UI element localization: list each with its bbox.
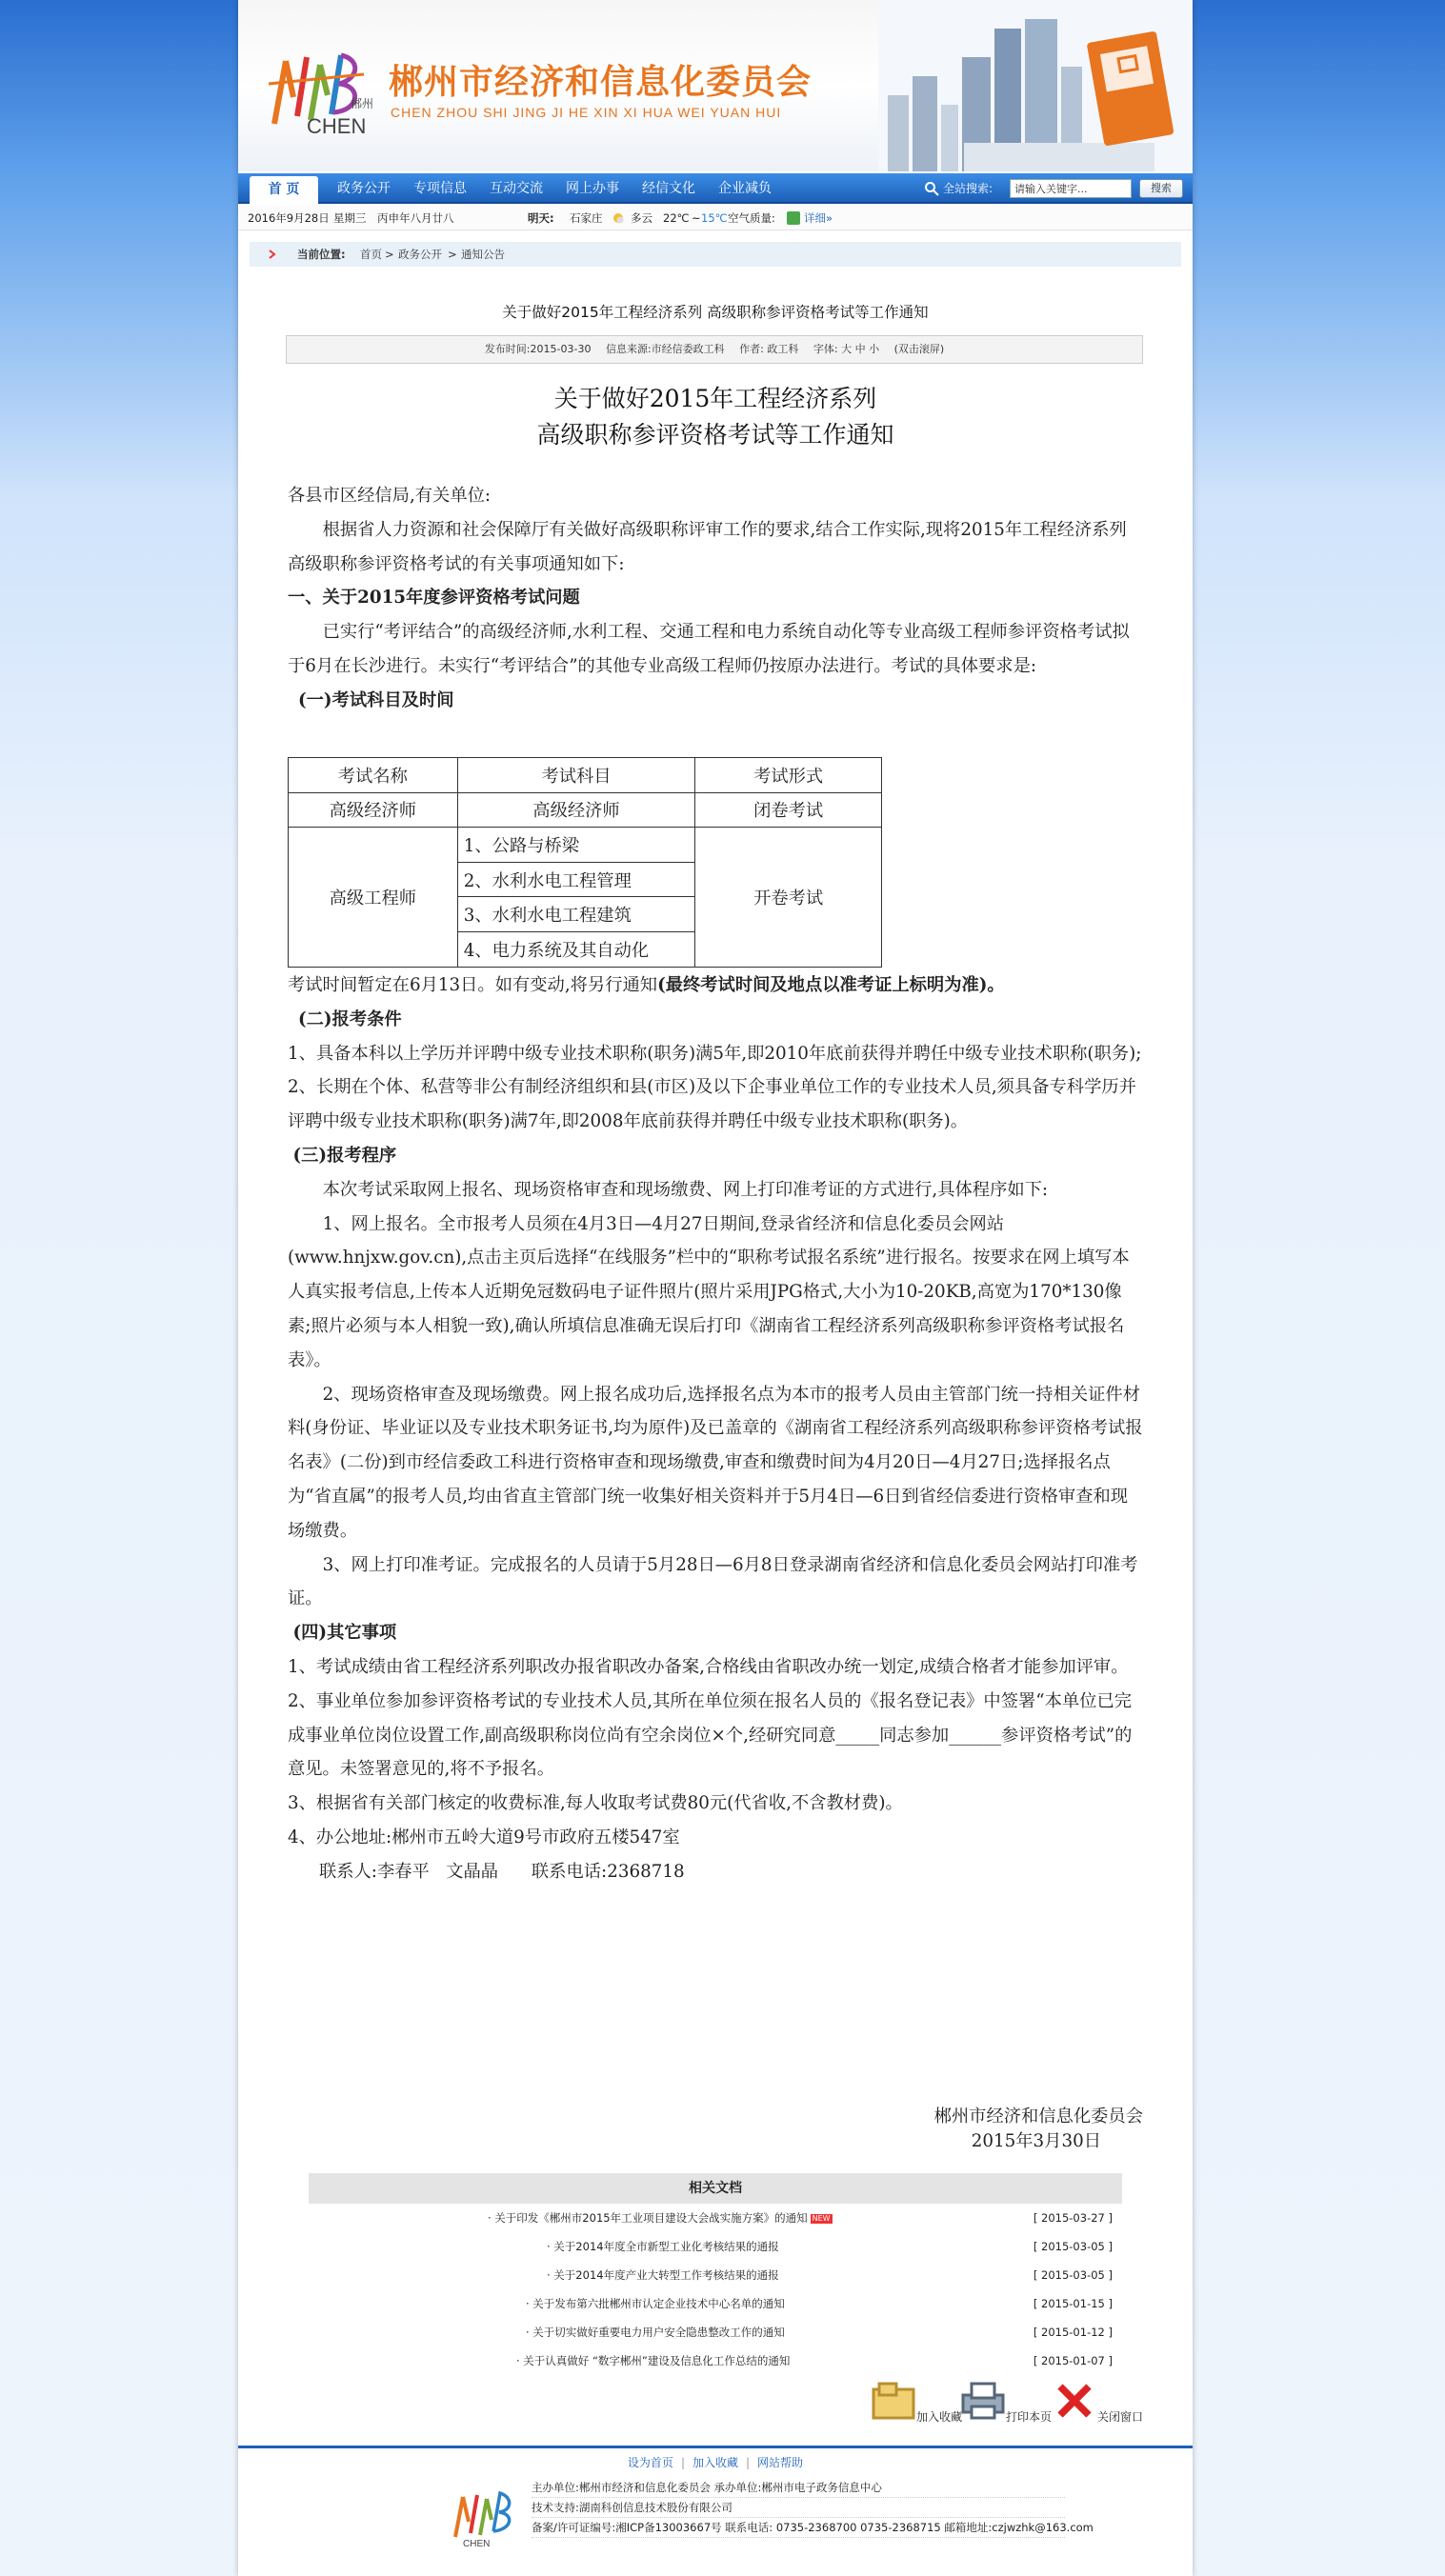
condition-2: 2、长期在个体、私营等非公有制经济组织和县(市区)及以下企事业单位工作的专业技术人员,须具备专科学历并评聘中级专业技术职称(职务)满7年,即2008年底前获得并聘任中级专业技术职称(职务)。	[288, 1077, 1136, 1132]
print-icon	[960, 2381, 1006, 2421]
sun-cloud-icon	[612, 211, 625, 225]
section-1-paragraph: 已实行“考评结合”的高级经济师,水利工程、交通工程和电力系统自动化等专业高级工程师参评资格考试拟于6月在长沙进行。未实行“考评结合”的其他专业高级工程师仍按原办法进行。考试的具体要求是:	[288, 622, 1130, 676]
footer-license: 备案/许可证编号:湘ICP备13003667号 联系电话: 0735-2368700 0735-2368715 邮箱地址:czjwzhk@163.com	[532, 2518, 1065, 2538]
sub-2-heading: (二)报考条件	[297, 1008, 402, 1029]
table-header-cell: 考试名称	[289, 758, 458, 793]
breadcrumb-separator: >	[448, 248, 457, 261]
search-label: 全站搜索:	[943, 182, 993, 195]
favorite-icon	[871, 2381, 916, 2421]
table-row	[289, 792, 882, 828]
info-source: 信息来源:市经信委政工科	[605, 343, 725, 355]
arrow-icon	[269, 250, 276, 259]
article-meta	[286, 335, 1143, 364]
help-link[interactable]: 网站帮助	[757, 2456, 804, 2469]
weather-condition: 多云	[631, 211, 652, 225]
procedure-2: 2、现场资格审查及现场缴费。网上报名成功后,选择报名点为本市的报考人员由主管部门统一持相关证件材料(身份证、毕业证以及专业技术职务证书,均为原件)及已盖章的《湖南省工程经济系列高级职称参评资格考试报名表》(二份)到市经信委政工科进行资格审查和现场缴费,审查和缴费时间为4月20日—4月27日;选择报名点为“省直属”的报考人员,均由省直主管部门统一收集好相关资料并于5月4日—6日到省经信委进行资格审查和现场缴费。	[288, 1384, 1143, 1541]
site-title: 郴州市经济和信息化委员会	[389, 63, 813, 101]
other-1: 1、考试成绩由省工程经济系列职改办报省职改办备案,合格线由省职改办统一划定,成绩合格者才能参加评审。	[288, 1656, 1129, 1677]
footer-info	[532, 2478, 1094, 2538]
related-date: [ 2015-01-15 ]	[1033, 2297, 1113, 2310]
signature-date: 2015年3月30日	[971, 2131, 1101, 2151]
add-favorite-label: 加入收藏	[916, 2410, 963, 2424]
temp-low: 15℃	[701, 211, 728, 225]
related-link[interactable]: · 关于认真做好 “数字郴州”建设及信息化工作总结的通知	[516, 2354, 791, 2367]
footer-tech-support: 技术支持:湖南科创信息技术股份有限公司	[532, 2498, 1065, 2518]
current-date: 2016年9月28日	[248, 211, 330, 225]
table-row	[289, 828, 882, 863]
new-badge: NEW	[812, 2213, 831, 2223]
list-item[interactable]	[309, 2204, 1122, 2232]
search-button[interactable]: 搜索	[1139, 179, 1183, 198]
list-item[interactable]	[309, 2346, 1122, 2375]
related-date: [ 2015-01-07 ]	[1033, 2354, 1113, 2367]
related-link[interactable]: · 关于发布第六批郴州市认定企业技术中心名单的通知	[526, 2297, 785, 2310]
nav-item-culture[interactable]: 经信文化	[642, 181, 695, 196]
related-heading: 相关文档	[309, 2173, 1122, 2204]
related-date: [ 2015-03-27 ]	[1033, 2211, 1113, 2225]
procedure-3: 3、网上打印准考证。完成报名的人员请于5月28日—6月8日登录湖南省经济和信息化委员会网站打印准考证。	[288, 1554, 1138, 1609]
list-item[interactable]	[309, 2232, 1122, 2261]
search-icon	[924, 181, 939, 196]
exam-time-note: (最终考试时间及地点以准考证上标明为准)。	[657, 975, 1005, 995]
footer-links: 设为首页 | 加入收藏 | 网站帮助	[627, 2456, 804, 2469]
add-favorite-link[interactable]: 加入收藏	[692, 2456, 738, 2469]
print-button[interactable]	[960, 2381, 1053, 2425]
table-cell: 1、公路与桥梁	[457, 828, 695, 863]
weather-city: 石家庄	[570, 211, 603, 225]
close-window-label: 关闭窗口	[1097, 2410, 1144, 2424]
close-icon	[1052, 2381, 1097, 2421]
condition-1: 1、具备本科以上学历并评聘中级专业技术职称(职务)满5年,即2010年底前获得并聘任中级专业技术职称(职务);	[288, 1043, 1142, 1064]
add-favorite-button[interactable]	[871, 2381, 963, 2425]
air-quality-label: 空气质量:	[728, 211, 775, 225]
list-item[interactable]	[309, 2261, 1122, 2289]
related-date: [ 2015-03-05 ]	[1033, 2268, 1113, 2282]
nav-item-gov-affairs[interactable]: 政务公开	[337, 181, 391, 196]
related-date: [ 2015-03-05 ]	[1033, 2240, 1113, 2253]
print-label: 打印本页	[1006, 2410, 1053, 2424]
other-4: 4、办公地址:郴州市五岭大道9号市政府五楼547室	[288, 1827, 680, 1847]
table-cell: 3、水利水电工程建筑	[457, 897, 695, 932]
related-link[interactable]: · 关于切实做好重要电力用户安全隐患整改工作的通知	[526, 2326, 785, 2339]
sub-4-heading: (四)其它事项	[292, 1623, 397, 1644]
lunar-date: 丙申年八月廿八	[377, 211, 454, 225]
logo-small-text: 郴州	[351, 97, 374, 110]
air-quality-icon	[787, 211, 800, 225]
related-documents	[309, 2173, 1122, 2375]
article-title	[238, 381, 1193, 453]
font-size-switch[interactable]: 字体: 大 中 小	[813, 343, 880, 355]
author: 作者: 政工科	[739, 343, 799, 355]
breadcrumb	[250, 242, 1181, 267]
salutation: 各县市区经信局,有关单位:	[288, 486, 492, 506]
site-banner	[238, 0, 1193, 171]
nav-item-burden-reduction[interactable]: 企业减负	[718, 181, 772, 196]
breadcrumb-notices[interactable]: 通知公告	[461, 248, 505, 261]
sub-1-heading: (一)考试科目及时间	[297, 689, 454, 710]
footer-sponsor: 主办单位:郴州市经济和信息化委员会 承办单位:郴州市电子政务信息中心	[532, 2478, 1065, 2498]
footer-logo	[450, 2484, 516, 2550]
list-item[interactable]	[309, 2289, 1122, 2318]
related-date: [ 2015-01-12 ]	[1033, 2326, 1113, 2339]
procedure-intro: 本次考试采取网上报名、现场资格审查和现场缴费、网上打印准考证的方式进行,具体程序如下:	[322, 1179, 1049, 1200]
close-window-button[interactable]	[1052, 2381, 1144, 2425]
table-header-cell: 考试形式	[695, 758, 882, 793]
exam-time-paragraph	[288, 968, 1143, 1003]
signature-org: 郴州市经济和信息化委员会	[933, 2107, 1143, 2127]
table-cell: 2、水利水电工程管理	[457, 862, 695, 897]
article-title-line1: 关于做好2015年工程经济系列	[553, 385, 877, 412]
article-body-top	[288, 479, 1143, 718]
current-weekday: 星期三	[333, 211, 367, 225]
nav-item-online-service[interactable]: 网上办事	[566, 181, 619, 196]
table-cell: 高级经济师	[289, 792, 458, 828]
set-homepage-link[interactable]: 设为首页	[627, 2456, 673, 2469]
footer-divider	[238, 2446, 1193, 2448]
breadcrumb-home[interactable]: 首页	[360, 248, 382, 261]
article-body-main	[288, 968, 1143, 1889]
related-link[interactable]: · 关于2014年度全市新型工业化考核结果的通报	[547, 2240, 779, 2253]
breadcrumb-separator: >	[385, 248, 394, 261]
weather-detail-link[interactable]: 详细»	[804, 211, 833, 225]
breadcrumb-label: 当前位置:	[297, 248, 346, 261]
page-container	[238, 0, 1193, 2576]
other-2: 2、事业单位参加参评资格考试的专业技术人员,其所在单位须在报名人员的《报名登记表》中签署“本单位已完成事业单位岗位设置工作,副高级职称岗位尚有空余岗位×个,经研究同意_____同志参加______参评资格考试”的意见。未签署意见的,将不予报名。	[288, 1690, 1133, 1780]
breadcrumb-gov-affairs[interactable]: 政务公开	[398, 248, 442, 261]
sub-3-heading: (三)报考程序	[292, 1145, 397, 1166]
nav-item-interaction[interactable]: 互动交流	[490, 181, 543, 196]
article-head-title: 关于做好2015年工程经济系列 高级职称参评资格考试等工作通知	[502, 304, 929, 321]
info-bar	[238, 206, 1193, 230]
intro-paragraph: 根据省人力资源和社会保障厅有关做好高级职称评审工作的要求,结合工作实际,现将2015年工程经济系列高级职称参评资格考试的有关事项通知如下:	[288, 519, 1127, 574]
publish-date: 发布时间:2015-03-30	[484, 343, 592, 355]
other-3: 3、根据省有关部门核定的收费标准,每人收取考试费80元(代省收,不含教材费)。	[288, 1793, 903, 1814]
city-skyline-image	[878, 0, 1193, 171]
procedure-1: 1、网上报名。全市报考人员须在4月3日—4月27日期间,登录省经济和信息化委员会网站(www.hnjxw.gov.cn),点击主页后选择“在线服务”栏中的“职称考试报名系统”进行报名。按要求在网上填写本人真实报考信息,上传本人近期免冠数码电子证件照片(照片采用JPG格式,大小为10-20KB,高宽为170*130像素;照片必须与本人相貌一致),确认所填信息准确无误后打印《湖南省工程经济系列高级职称参评资格考试报名表》。	[288, 1213, 1130, 1370]
scroll-hint: (双击滚屏)	[893, 343, 945, 355]
table-header-cell: 考试科目	[457, 758, 695, 793]
footer-logo-text: CHEN	[463, 2539, 491, 2549]
related-link[interactable]: · 关于2014年度产业大转型工作考核结果的通报	[547, 2268, 779, 2282]
temp-separator: ~	[692, 211, 701, 225]
site-title-pinyin: CHEN ZHOU SHI JING JI HE XIN XI HUA WEI YUAN HUI	[391, 105, 782, 120]
exam-time-text: 考试时间暂定在6月13日。如有变动,将另行通知	[288, 975, 658, 995]
article-title-line2: 高级职称参评资格考试等工作通知	[536, 421, 894, 449]
temp-high: 22℃	[663, 211, 690, 225]
nav-item-special-info[interactable]: 专项信息	[413, 181, 467, 196]
weather-label: 明天:	[528, 211, 554, 225]
table-cell: 高级工程师	[289, 828, 458, 967]
main-nav	[238, 173, 1193, 204]
related-link[interactable]: · 关于印发《郴州市2015年工业项目建设大会战实施方案》的通知	[488, 2211, 808, 2225]
table-cell: 开卷考试	[695, 828, 882, 967]
table-cell: 闭卷考试	[695, 792, 882, 828]
logo-sub-text: CHEN	[307, 114, 367, 138]
exam-table	[288, 757, 882, 968]
list-item[interactable]	[309, 2318, 1122, 2346]
table-row	[289, 758, 882, 793]
search-input[interactable]	[1010, 179, 1132, 198]
table-cell: 4、电力系统及其自动化	[457, 931, 695, 967]
nav-item-home[interactable]: 首 页	[250, 176, 318, 204]
contact-info: 联系人:李春平 文晶晶 联系电话:2368718	[318, 1861, 685, 1882]
table-cell: 高级经济师	[457, 792, 695, 828]
section-1-heading: 一、关于2015年度参评资格考试问题	[288, 588, 580, 609]
